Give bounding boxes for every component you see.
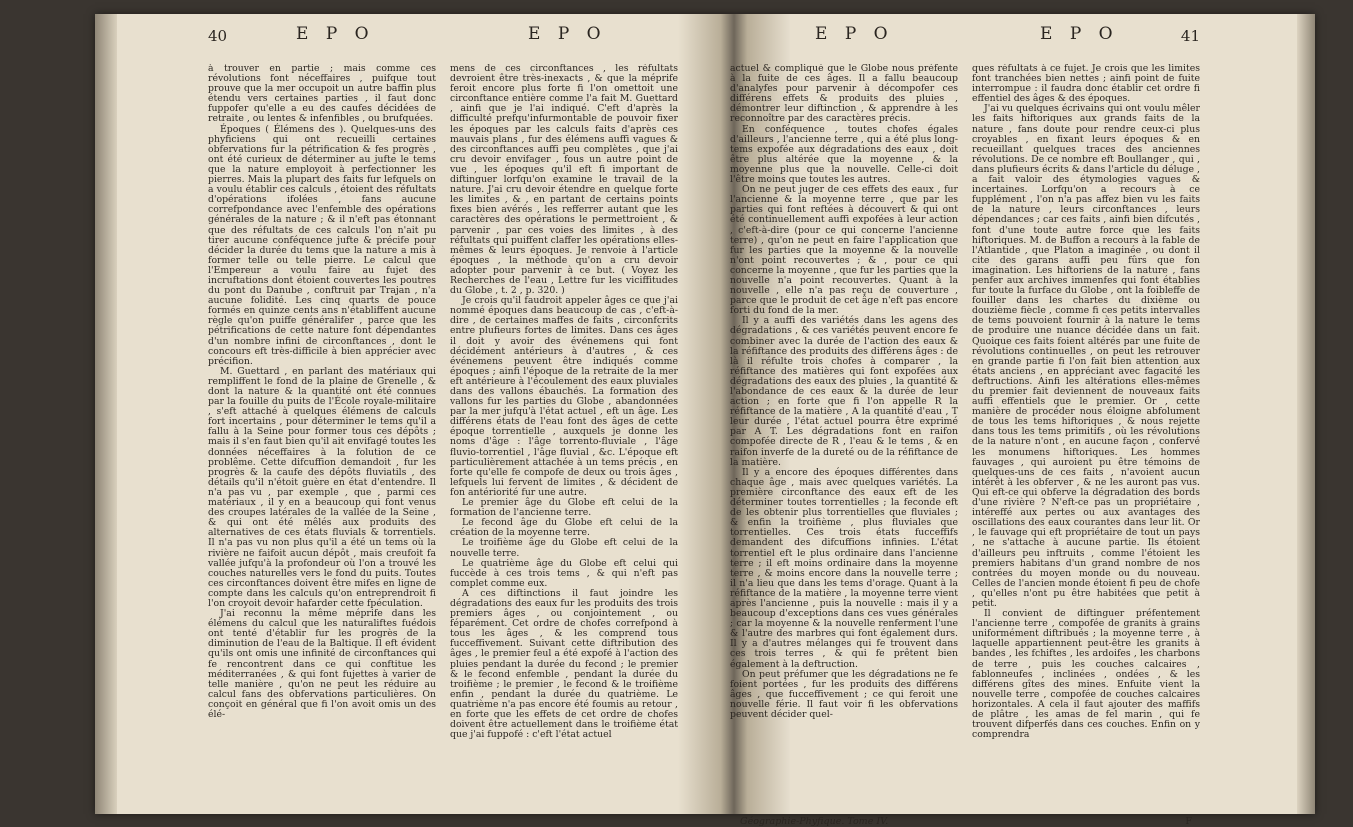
paragraph: Il convient de diftinguer préfentement l'ancienne terre , compofée de granits à grains uniformément diftribués ; la moyenne terre , à laquelle appartiennent peut-être les granits à bandes , les fchiftes , les ardoifes , les charbons de terre , puis les couches calcaires , fablonneufes , inclinées , ondées , & les différens gîtes des mines. Enfuite vient la nouvelle terre , compofée de couches calcaires horizontales. A cela il faut ajouter des maffifs de plâtre , les amas de fel marin , qui fe trouvent difperfés dans ces couches. Enfin on y comprendra bbox=[972, 608, 1200, 741]
text-column bbox=[208, 64, 436, 799]
paragraph: Il y a encore des époques différentes dans chaque âge , mais avec quelques variétés. La première circonftance des eaux eft de les déterminer toutes torrentielles ; la feconde eft de les obtenir plus torrentielles que fluviales ; & enfin la troifième , plus fluviales que torrentielles. Ces trois états fucceffifs demandent des difcuffions infinies. L'état torrentiel eft le plus ordinaire dans l'ancienne terre ; il eft moins ordinaire dans la moyenne terre , & moins encore dans la nouvelle terre ; il n'a lieu que dans les tems d'orage. Quant à la réfiftance de la matière , la moyenne terre vient après l'ancienne , puis la nouvelle : mais il y a beaucoup d'exceptions dans ces vues générales ; car la moyenne & la nouvelle renferment l'une & l'autre des marbres qui font également durs. Il y a d'autres mélanges qui fe trouvent dans ces trois terres , & qui fe prêtent bien également à la deftruction. bbox=[730, 466, 958, 670]
paragraph: Le premier âge du Globe eft celui de la formation de l'ancienne terre. bbox=[450, 497, 678, 519]
paragraph: On peut préfumer que les dégradations ne fe foient portées , fur les produits des différens âges , que fucceffivement ; ce qui feroit une nouvelle férie. Il faut voir fi les obfervations peuvent décider quel- bbox=[730, 668, 958, 720]
paragraph: A ces diftinctions il faut joindre les dégradations des eaux fur les produits des trois premiers âges , ou conjointement , ou féparément. Cet ordre de chofes correfpond à tous les âges , & les comprend tous fucceffivement. Suivant cette diftribution des âges , le premier feul a été expofé à l'action des pluies pendant la durée du fecond ; le premier & le fecond enfemble , pendant la durée du troifième ; le premier , le fecond & le troifième enfin , pendant la durée du quatrième. Le quatrième n'a pas encore été foumis au retour , en forte que les effets de cet ordre de chofes doivent être actuellement dans le troifième état que j'ai fuppofé : c'eft l'état actuel bbox=[450, 587, 678, 741]
paragraph: Il y a auffi des variétés dans les agens des dégradations , & ces variétés peuvent encore fe combiner avec la durée de l'action des eaux & la réfiftance des produits des différens âges : de là il réfulte trois chofes à comparer , la réfiftance des matières qui font expofées aux dégradations des eaux des pluies , la quantité & l'abondance de ces eaux & la durée de leur action ; en forte que fi l'on appelle R la réfiftance de la matière , A la quantité d'eau , T leur durée , l'état actuel pourra être exprimé par A T. Les dégradations font en raifon compofée directe de R , l'eau & le tems , & en raifon inverfe de la dureté ou de la réfiftance de la matière. bbox=[730, 315, 958, 468]
header-title: E P O bbox=[1040, 24, 1119, 44]
paragraph: On ne peut juger de ces effets des eaux , fur l'ancienne & la moyenne terre , que par les parties qui font reftées à découvert & qui ont été continuellement auffi expofées à leur action , c'eft-à-dire (pour ce qui concerne l'ancienne terre) , qu'on ne peut en faire l'application que fur les parties que la moyenne & la nouvelle n'ont point recouvertes ; & , pour ce qui concerne la moyenne , que fur les parties que la nouvelle n'a point recouvertes. Quant à la nouvelle , elle n'a pas reçu de couverture , parce que le produit de cet âge n'eft pas encore forti du fond de la mer. bbox=[730, 184, 958, 317]
paragraph: M. Guettard , en parlant des matériaux qui rempliffent le fond de la plaine de Grenelle , & dont la nature & la quantité ont été connues par la fouille du puits de l'École royale-militaire , s'eft attaché à quelques élémens de calculs fort incertains , pour déterminer le tems qu'il a fallu à la Seine pour former tous ces dépôts ; mais il s'en faut bien qu'il ait envifagé toutes les données néceffaires à la folution de ce problême. Cette difcuffion demandoit , fur les progrès & la caufe des dépôts fluviatils , des détails qu'il n'étoit guère en état d'entendre. Il n'a pas vu , par exemple , que , parmi ces matériaux , il y en a beaucoup qui font venus des croupes latérales de la vallée de la Seine , & qui ont été mêlés aux produits des alternatives de ces états fluvials & torrentiels. Il n'a pas vu non plus qu'il a été un tems où la rivière ne faifoit aucun dépôt , mais creufoit fa vallée jufqu'à la profondeur où l'on a trouvé les couches naturelles vers le fond du puits. Toutes ces circonftances doivent être mifes en ligne de compte dans les calculs qu'on entreprendroit fi l'on croyoit devoir hafarder cette fpéculation. bbox=[208, 365, 436, 609]
text-column bbox=[730, 64, 958, 786]
paragraph: En conféquence , toutes chofes égales d'ailleurs , l'ancienne terre , qui a été plus long-tems expofée aux dégradations des eaux , doit être plus altérée que la moyenne , & la moyenne plus que la nouvelle. Celle-ci doit l'être moins que toutes les autres. bbox=[730, 123, 958, 186]
running-head-left bbox=[208, 24, 678, 48]
paragraph: à trouver en partie ; mais comme ces révolutions font néceffaires , puifque tout prouve que la mer occupoit un autre baffin plus étendu vers certaines parties , il faut donc fuppofer qu'elle a eu des caufes décidées de retraite , ou lentes & infenfibles , ou brufquées. bbox=[208, 64, 436, 125]
header-title: E P O bbox=[815, 24, 894, 44]
paragraph: ques réfultats à ce fujet. Je crois que les limites font tranchées bien nettes ; ainfi point de fuite interrompue : il faudra donc établir cet ordre fi effentiel des âges & des époques. bbox=[972, 64, 1200, 105]
text-column bbox=[972, 64, 1200, 786]
text-column bbox=[450, 64, 678, 799]
right-page-edge bbox=[1297, 14, 1315, 814]
page-number: 41 bbox=[1180, 27, 1200, 45]
paragraph: actuel & compliqué que le Globe nous préfente à la fuite de ces âges. Il a fallu beaucoup d'analyfes pour parvenir à décompofer ces différens effets & produits des pluies , démontrer leur diftinction , & apprendre à les reconnoître par des caractères précis. bbox=[730, 64, 958, 125]
paragraph: Le troifième âge du Globe eft celui de la nouvelle terre. bbox=[450, 537, 678, 559]
left-page-edge bbox=[95, 14, 117, 814]
running-head-right bbox=[730, 24, 1200, 48]
paragraph: mens de ces circonftances , les réfultats devroient être très-inexacts , & que la méprife feroit encore plus forte fi l'on omettoit une circonftance entière comme l'a fait M. Guettard , ainfi que je l'ai indiqué. C'eft d'après la difficulté prefqu'infurmontable de pouvoir fixer les époques par les calculs faits d'après ces mauvais plans , fur des élémens auffi vagues & des circonftances auffi peu complètes , que j'ai cru devoir envifager , fous un autre point de vue , les époques qu'il eft fi important de diftinguer lorfqu'on examine le travail de la nature. J'ai cru devoir étendre en quelque forte les limites , & , en partant de certains points fixes bien avérés , les refferrer autant que les caractères des opérations le permettroient , & parvenir , par ces voies des limites , à des réfultats qui puiffent claffer les opérations elles-mêmes & leurs époques. Je renvoie à l'article époques , la méthode qu'on a cru devoir adopter pour parvenir à ce but. ( Voyez les Recherches de l'eau , Lettre fur les viciffitudes du Globe , t. 2 , p. 320. ) bbox=[450, 64, 678, 297]
signature-mark: F bbox=[1185, 816, 1192, 827]
paragraph: Le quatrième âge du Globe eft celui qui fuccède à ces trois tems , & qui n'eft pas complet comme eux. bbox=[450, 557, 678, 589]
paragraph: J'ai reconnu la même méprife dans les élémens du calcul que les naturaliftes fuédois ont tenté d'établir fur les progrès de la diminution de l'eau de la Baltique. Il eft évident qu'ils ont omis une infinité de circonftances qui fe rencontrent dans ce qui conftitue les méditerranées , & qui font fujettes à varier de telle manière , qu'on ne peut les réduire au calcul fans des obfervations particulières. On conçoit en général que fi l'on avoit omis un des élé- bbox=[208, 608, 436, 720]
page-number: 40 bbox=[208, 27, 228, 45]
right-page bbox=[730, 24, 1200, 827]
header-title: E P O bbox=[296, 24, 375, 44]
paragraph: Je crois qu'il faudroit appeler âges ce que j'ai nommé époques dans beaucoup de cas , c'eft-à-dire , de certaines maffes de faits , circonfcrits entre plufieurs fortes de limites. Dans ces âges il doit y avoir des événemens qui font décidément antérieurs à d'autres , & ces événemens peuvent être indiqués comme époques ; ainfi l'époque de la retraite de la mer eft antérieure à l'écoulement des eaux pluviales dans des vallons ébauchés. La formation des vallons fur les parties du Globe , abandonnées par la mer jufqu'à l'état actuel , eft un âge. Les différens états de l'eau font des âges de cette époque torrentielle , auxquels je donne les noms d'âge : l'âge torrento-fluviale , l'âge fluvio-torrentiel , l'âge fluvial , &c. L'époque eft particulièrement attachée à un tems précis , en forte qu'elle fe compofe de deux ou trois âges , lefquels lui fervent de limites , & décident de fon antériorité fur une autre. bbox=[450, 295, 678, 498]
left-page bbox=[208, 24, 678, 804]
paragraph: J'ai vu quelques écrivains qui ont voulu mêler les faits hiftoriques aux grands faits de la nature , fans doute pour rendre ceux-ci plus croyables , en fixant leurs époques & en recueillant quelques traces des anciennes révolutions. De ce nombre eft Boullanger , qui , dans plufieurs écrits & dans l'article du déluge , a fait valoir des étymologies vagues & incertaines. Lorfqu'on a recours à ce fupplément , l'on n'a pas affez bien vu les faits de la nature , leurs circonftances , leurs dépendances ; car ces faits , ainfi bien difcutés , font d'une toute autre force que les faits hiftoriques. M. de Buffon a recours à la fable de l'Atlantide , que Platon a imaginée , ou dont il cite des garans auffi peu fûrs que fon imagination. Les hiftoriens de la nature , fans penfer aux archives immenfes qui font établies fur toute la furface du Globe , ont la foibleffe de fouiller dans les chartes du dixième ou douzième fiècle , comme fi ces petits intervalles de tems pouvoient fournir à la nature le tems de produire une nuance décidée dans un fait. Quoique ces faits foient altérés par une fuite de révolutions continuelles , on peut les retrouver en grande partie fi l'on fait bien attention aux états anciens , en appréciant avec fagacité les deftructions. Ainfi les altérations elles-mêmes du premier fait deviennent de nouveaux faits auffi effentiels que le premier. Or , cette manière de procéder nous éloigne abfolument de tous les tems hiftoriques , & nous rejette dans tous les tems primitifs , où les révolutions de la nature n'ont , en aucune façon , confervé les monumens hiftoriques. Les hommes fauvages , qui auroient pu être témoins de quelques-uns de ces faits , n'avoient aucun intérêt à les obferver , & ne les auront pas vus. Qui eft-ce qui obferve la dégradation des bords d'une rivière ? N'eft-ce pas un propriétaire , intéreffé aux pertes ou aux avantages des oscillations des eaux courantes dans leur lit. Or , le fauvage qui eft propriétaire de tout un pays , ne s'attache à aucune partie. Ils étoient d'ailleurs peu inftruits , comme l'étoient les premiers habitans d'un grand nombre de nos contrées du moyen monde ou du nouveau. Celles de l'ancien monde étoient fi peu de chofe , qu'elles n'ont pu être habitées que petit à petit. bbox=[972, 103, 1200, 609]
paragraph: Époques ( Élémens des ). Quelques-uns des phyficiens qui ont recueilli certaines obfervations fur la pétrification & fes progrès , ont été curieux de déterminer au jufte le tems que la nature employoit à perfectionner les pierres. Mais la plupart des faits fur lefquels on a voulu établir ces calculs , étoient des réfultats d'opérations ifolées , fans aucune correfpondance avec l'enfemble des opérations générales de la nature ; & il n'eft pas étonnant que des réfultats de ces calculs l'on n'ait pu tirer aucune conféquence jufte & précife pour décider la durée du tems que la nature a mis à former telle ou telle pierre. Le calcul que l'Empereur a voulu faire au fujet des incruftations dont étoient couvertes les poutres du pont du Danube , conftruit par Trajan , n'a aucune folidité. Les cinq quarts de pouce formés en quinze cents ans n'établiffent aucune règle qu'on puiffe généralifer , parce que les pétrifications de cette nature font dépendantes d'un nombre infini de circonftances , dont le concours eft très-difficile à bien apprécier avec précifion. bbox=[208, 123, 436, 367]
paragraph: Le fecond âge du Globe eft celui de la création de la moyenne terre. bbox=[450, 517, 678, 539]
header-title: E P O bbox=[528, 24, 607, 44]
book-spread bbox=[95, 14, 1315, 827]
footer-source: Géographie-Phyfique. Tome IV. bbox=[740, 816, 889, 827]
